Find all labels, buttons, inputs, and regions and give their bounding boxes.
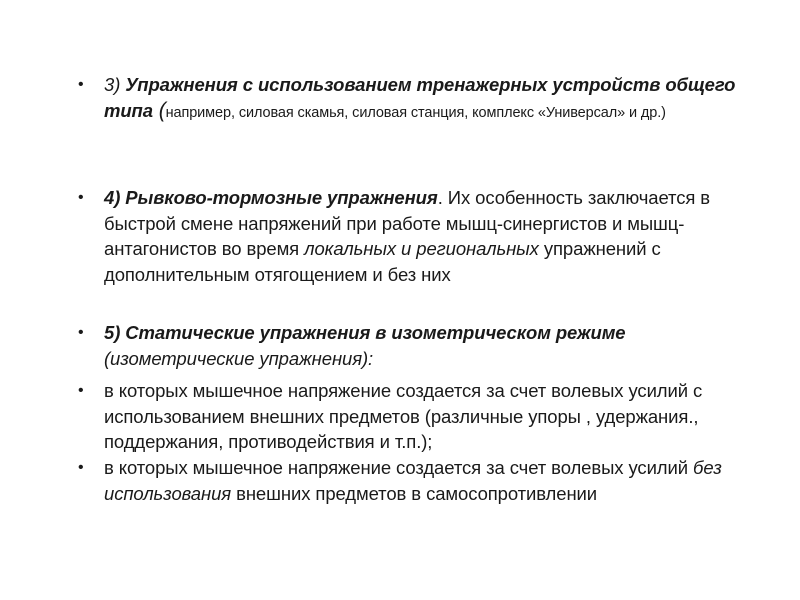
item-text: . Их особенность заключается в быстрой смене напряжений при работе мышц-синергистов и мышц-антагонистов во время [104,187,711,259]
list-item-3-trainer-exercises [78,72,744,126]
open-paren: ( [152,98,166,122]
item-subheading: (изометрические упражнения): [104,347,374,369]
item-emphasis: локальных и региональных [304,238,539,259]
item-text-end: внешних предметов в самосопротивлении [231,482,598,504]
bullet: • [78,189,84,206]
item-number: 3) [104,74,126,95]
bullet: • [78,324,84,341]
item-emphasis: без использования [104,457,722,504]
bullet: • [78,76,84,93]
item-examples: например, силовая скамья, силовая станция, комплекс «Универсал» и др.) [165,104,666,121]
item-text: в которых мышечное напряжение создается за счет волевых усилий с использованием внешних предметов (различные упоры , удержания., поддержания, противодействия и т.п.); [104,380,703,452]
list-item-4-jerk-brake-exercises [78,185,744,287]
list-item-5-static-exercises [78,320,744,371]
item-text: в которых мышечное напряжение создается за счет волевых усилий [104,457,694,478]
item-text-end: упражнений с дополнительным отягощением и без них [104,238,661,285]
bullet: • [78,459,84,476]
item-heading: Упражнения с использованием тренажерных устройств общего типа [104,74,736,121]
item-heading: 4) Рывково-тормозные упражнения [104,187,438,208]
list-item-without-objects [78,455,744,506]
bullet: • [78,382,84,399]
list-item-with-objects [78,378,744,455]
item-heading: 5) Статические упражнения в изометрическом режиме [104,322,626,343]
